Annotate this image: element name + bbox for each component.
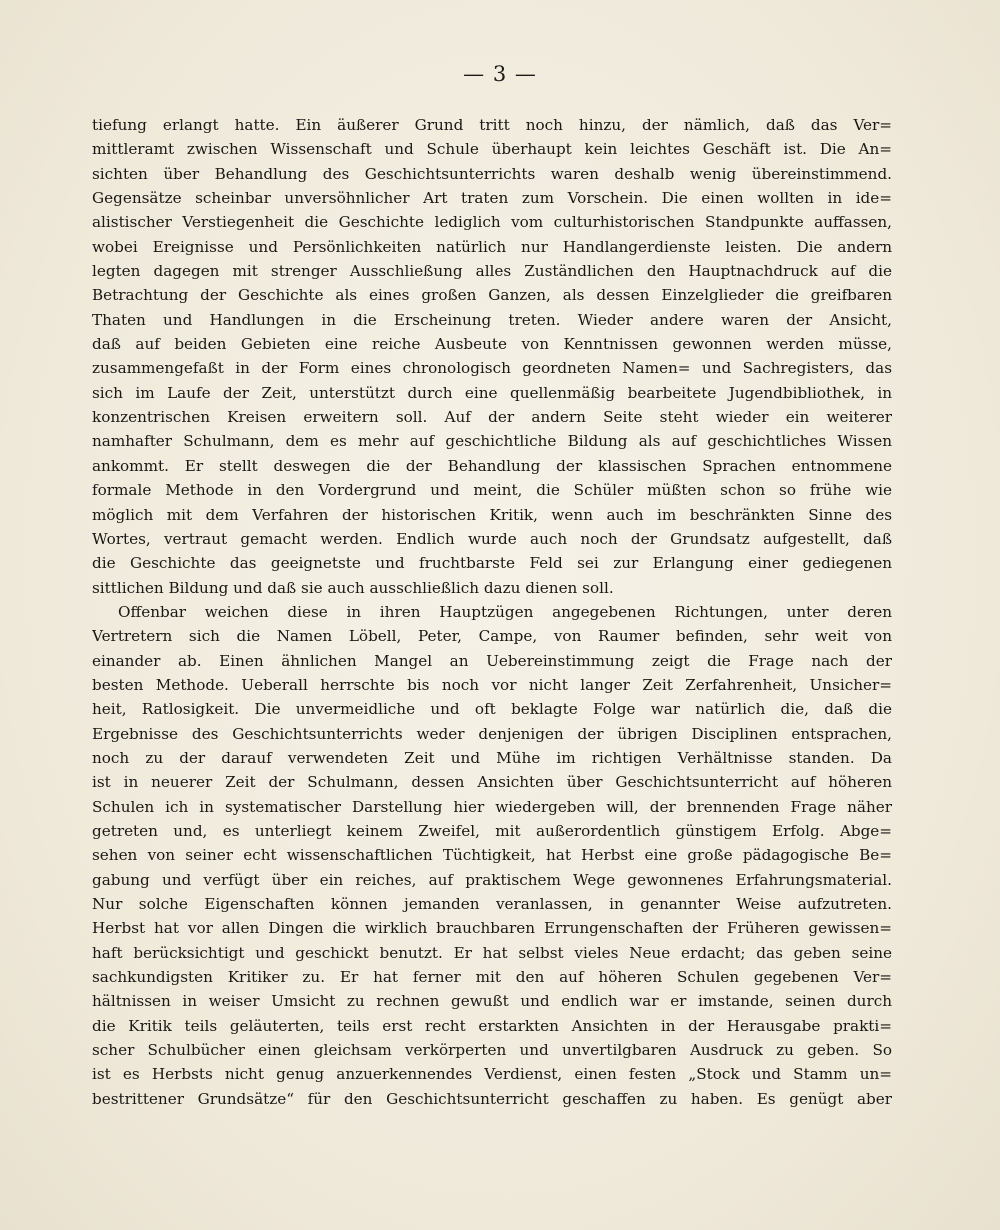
text-line: sehen von seiner echt wissenschaftlichen Tüchtigkeit, hat Herbst eine große pädagogische Be= (92, 846, 892, 865)
text-line: Nur solche Eigenschaften können jemanden veranlassen, in genannter Weise aufzutreten. (92, 895, 892, 913)
text-line: scher Schulbücher einen gleichsam verkörperten und unvertilgbaren Ausdruck zu geben. So (92, 1041, 892, 1060)
text-line: ist in neuerer Zeit der Schulmann, dessen Ansichten über Geschichtsunterricht auf höheren (92, 773, 892, 792)
text-line: alistischer Verstiegenheit die Geschichte lediglich vom culturhistorischen Standpunkte auffassen, (92, 213, 892, 232)
text-line: getreten und, es unterliegt keinem Zweifel, mit außerordentlich günstigem Erfolg. Abge= (92, 821, 892, 840)
text-line: die Kritik teils geläuterten, teils erst recht erstarkten Ansichten in der Herausgabe prakti= (92, 1016, 892, 1035)
text-line: ist es Herbsts nicht genug anzuerkennendes Verdienst, einen festen „Stock und Stamm un= (92, 1065, 892, 1084)
text-line: Herbst hat vor allen Dingen die wirklich brauchbaren Errungenschaften der Früheren gewissen= (92, 919, 892, 938)
text-line: Wortes, vertraut gemacht werden. Endlich wurde auch noch der Grundsatz aufgestellt, daß (92, 529, 892, 548)
text-line: Betrachtung der Geschichte als eines großen Ganzen, als dessen Einzelglieder die greifbaren (92, 286, 892, 305)
text-line: sachkundigsten Kritiker zu. Er hat ferner mit den auf höheren Schulen gegebenen Ver= (92, 968, 892, 987)
text-line: Offenbar weichen diese in ihren Hauptzügen angegebenen Richtungen, unter deren (118, 602, 892, 621)
text-line: daß auf beiden Gebieten eine reiche Ausbeute von Kenntnissen gewonnen werden müsse, (92, 335, 892, 354)
text-line: Vertretern sich die Namen Löbell, Peter, Campe, von Raumer befinden, sehr weit von (92, 627, 892, 646)
text-line: einander ab. Einen ähnlichen Mangel an Uebereinstimmung zeigt die Frage nach der (92, 651, 892, 670)
text-line: Schulen ich in systematischer Darstellung hier wiedergeben will, der brennenden Frage näher (92, 797, 892, 816)
text-line: Ergebnisse des Geschichtsunterrichts weder denjenigen der übrigen Disciplinen entsprachen, (92, 724, 892, 743)
text-line: die Geschichte das geeignetste und fruchtbarste Feld sei zur Erlangung einer gediegenen (92, 554, 892, 573)
text-line: gabung und verfügt über ein reiches, auf praktischem Wege gewonnenes Erfahrungsmaterial. (92, 870, 892, 889)
body-text (92, 113, 892, 1111)
text-line: namhafter Schulmann, dem es mehr auf geschichtliche Bildung als auf geschichtliches Wissen (92, 432, 892, 451)
text-line: zusammengefaßt in der Form eines chronologisch geordneten Namen= und Sachregisters, das (92, 359, 892, 378)
text-line: wobei Ereignisse und Persönlichkeiten natürlich nur Handlangerdienste leisten. Die andern (92, 237, 892, 256)
text-line: sittlichen Bildung und daß sie auch ausschließlich dazu dienen soll. (92, 578, 614, 597)
text-line: bestrittener Grundsätze“ für den Geschichtsunterricht geschaffen zu haben. Es genügt aber (92, 1089, 892, 1108)
text-line: legten dagegen mit strenger Ausschließung alles Zuständlichen den Hauptnachdruck auf die (92, 262, 892, 281)
text-line: noch zu der darauf verwendeten Zeit und Mühe im richtigen Verhältnisse standen. Da (92, 748, 892, 767)
text-line: hältnissen in weiser Umsicht zu rechnen gewußt und endlich war er imstande, seinen durch (92, 992, 892, 1011)
text-line: Thaten und Handlungen in die Erscheinung treten. Wieder andere waren der Ansicht, (92, 310, 892, 329)
text-line: sich im Laufe der Zeit, unterstützt durch eine quellenmäßig bearbeitete Jugendbibliothek, in (92, 383, 892, 402)
text-line: besten Methode. Ueberall herrschte bis noch vor nicht langer Zeit Zerfahrenheit, Unsicher= (92, 675, 892, 694)
text-line: möglich mit dem Verfahren der historischen Kritik, wenn auch im beschränkten Sinne des (92, 505, 892, 524)
text-line: tiefung erlangt hatte. Ein äußerer Grund tritt noch hinzu, der nämlich, daß das Ver= (92, 116, 892, 134)
text-line: Gegensätze scheinbar unversöhnlicher Art traten zum Vorschein. Die einen wollten in ide= (92, 189, 892, 208)
text-line: ankommt. Er stellt deswegen die der Behandlung der klassischen Sprachen entnommene (92, 456, 892, 475)
text-line: sichten über Behandlung des Geschichtsunterrichts waren deshalb wenig übereinstimmend. (92, 164, 892, 183)
text-line: formale Methode in den Vordergrund und meint, die Schüler müßten schon so frühe wie (92, 481, 892, 500)
page-number: — 3 — (463, 62, 537, 86)
text-line: heit, Ratlosigkeit. Die unvermeidliche und oft beklagte Folge war natürlich die, daß die (92, 700, 892, 719)
text-line: mittleramt zwischen Wissenschaft und Schule überhaupt kein leichtes Geschäft ist. Die An= (92, 140, 892, 159)
text-line: konzentrischen Kreisen erweitern soll. Auf der andern Seite steht wieder ein weiterer (92, 408, 892, 427)
text-line: haft berücksichtigt und geschickt benutzt. Er hat selbst vieles Neue erdacht; das geben seine (92, 943, 892, 962)
